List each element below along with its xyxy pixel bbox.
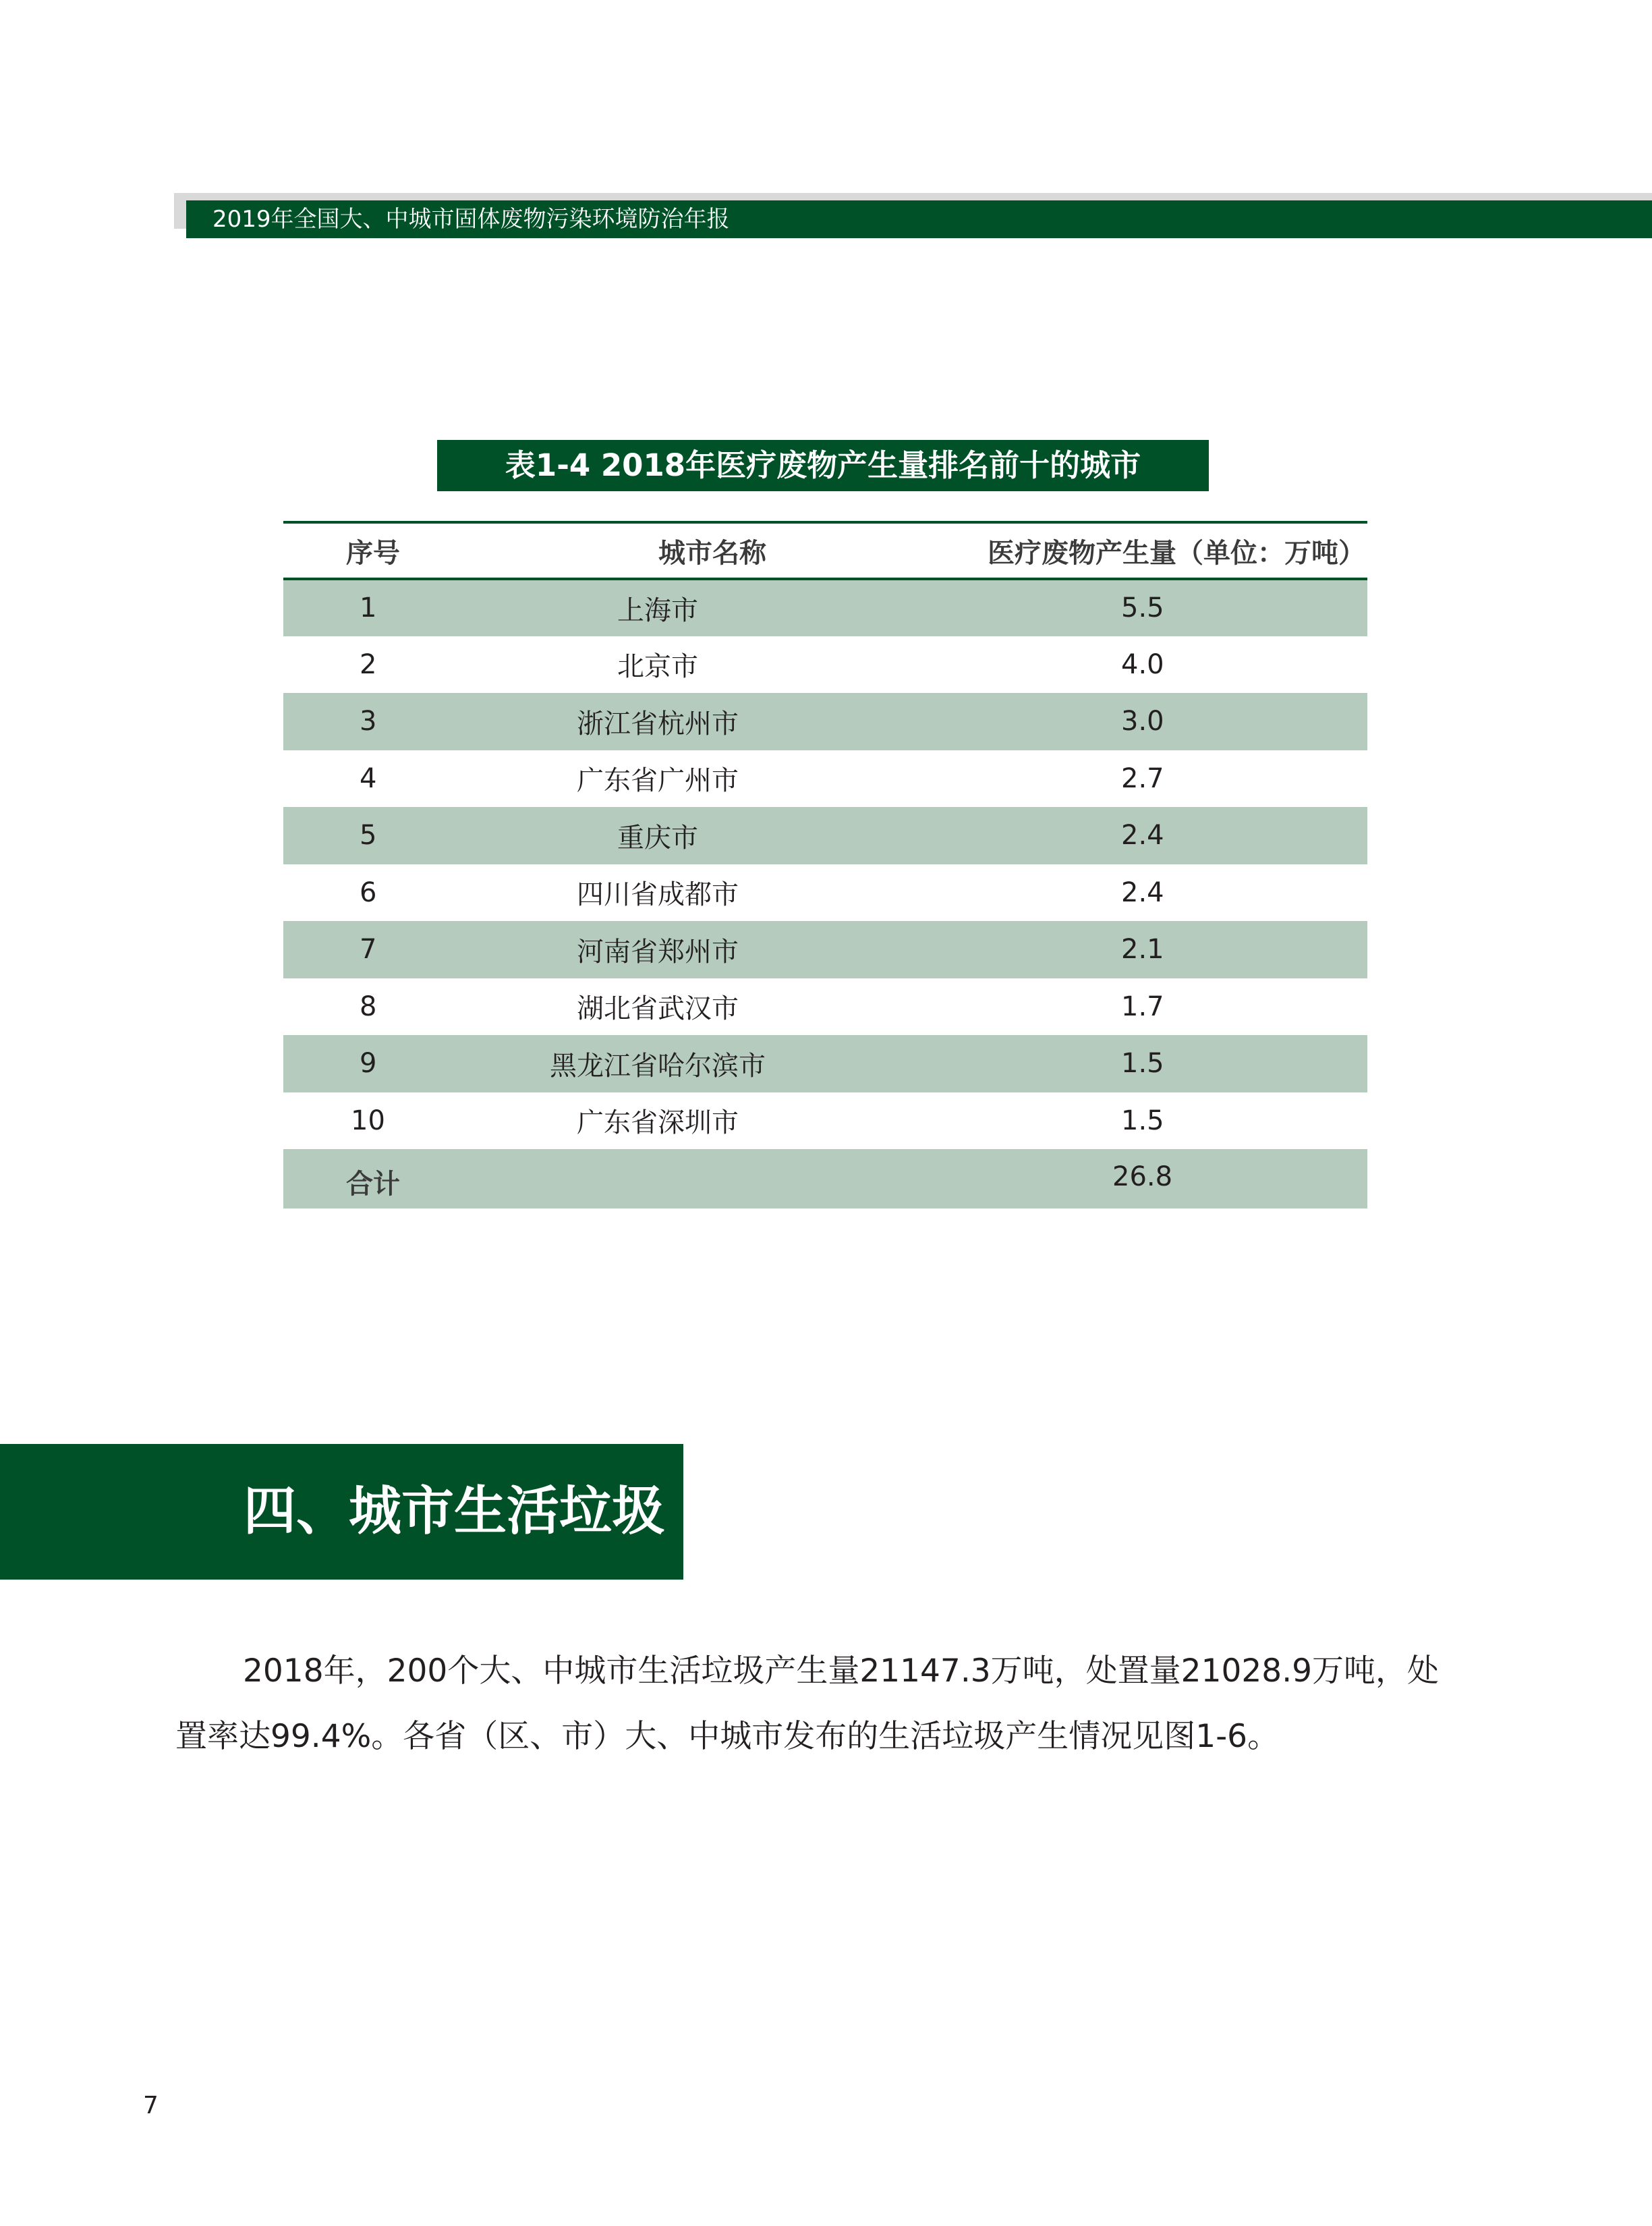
value-text: 1.5 (1121, 1048, 1164, 1080)
rank-cell: 9 (360, 1048, 377, 1080)
city-name: 湖北省武汉市 (577, 993, 739, 1025)
value-cell (974, 579, 1367, 636)
city-cell (452, 921, 974, 978)
rank-cell: 6 (360, 877, 377, 908)
rank-cell: 10 (351, 1105, 385, 1136)
rank-cell: 5 (360, 820, 377, 852)
city-cell (452, 636, 974, 694)
value-text: 2.7 (1121, 762, 1164, 794)
table-row (283, 750, 1367, 808)
table-caption: 表1-4 2018年医疗废物产生量排名前十的城市 (437, 440, 1209, 491)
section-title: 四、城市生活垃圾 (244, 1481, 665, 1542)
table-row (283, 921, 1367, 978)
city-name: 重庆市 (617, 822, 698, 854)
city-name: 广东省广州市 (577, 765, 739, 797)
value-cell (974, 921, 1367, 978)
city-name: 上海市 (617, 594, 698, 626)
city-name: 河南省郑州市 (577, 936, 739, 968)
rank-cell: 1 (360, 592, 377, 624)
city-cell (452, 978, 974, 1036)
value-cell (974, 807, 1367, 864)
table-row (283, 864, 1367, 922)
city-name: 四川省成都市 (577, 879, 739, 911)
value-cell (974, 1035, 1367, 1092)
value-text: 2.4 (1121, 820, 1164, 852)
table-row (283, 1035, 1367, 1092)
value-cell (974, 864, 1367, 922)
table-row (283, 693, 1367, 750)
table-header-row (283, 522, 1367, 579)
value-cell (974, 693, 1367, 750)
column-header-value: 医疗废物产生量（单位：万吨） (974, 522, 1367, 579)
table-row (283, 807, 1367, 864)
total-value (974, 1149, 1367, 1208)
city-cell (452, 579, 974, 636)
value-text: 1.5 (1121, 1105, 1164, 1136)
rank-cell: 7 (360, 934, 377, 966)
rank-cell: 3 (360, 706, 377, 738)
column-header-rank: 序号 (283, 522, 452, 579)
value-text: 3.0 (1121, 706, 1164, 738)
rank-cell: 2 (360, 648, 377, 680)
column-header-city-wrap (452, 522, 974, 579)
total-empty-cell (452, 1149, 974, 1208)
city-name: 黑龙江省哈尔滨市 (550, 1050, 766, 1082)
table-row (283, 1092, 1367, 1150)
body-paragraph: 2018年，200个大、中城市生活垃圾产生量21147.3万吨，处置量21028.9万吨，处置率达99.4%。各省（区、市）大、中城市发布的生活垃圾产生情况见图1-6。 (175, 1652, 1440, 1755)
city-cell (452, 693, 974, 750)
value-text: 1.7 (1121, 991, 1164, 1022)
value-cell (974, 750, 1367, 808)
table-total-row (283, 1149, 1367, 1208)
total-label: 合计 (346, 1168, 400, 1200)
medical-waste-table (283, 521, 1367, 1208)
running-header-title: 2019年全国大、中城市固体废物污染环境防治年报 (212, 206, 730, 233)
page-number: 7 (143, 2092, 159, 2119)
city-name: 浙江省杭州市 (577, 708, 739, 740)
value-text: 4.0 (1121, 648, 1164, 680)
city-name: 北京市 (617, 651, 698, 683)
city-cell (452, 864, 974, 922)
rank-cell: 4 (360, 762, 377, 794)
value-text: 2.1 (1121, 934, 1164, 966)
value-cell (974, 636, 1367, 694)
table-row (283, 978, 1367, 1036)
value-text: 5.5 (1121, 592, 1164, 624)
table-row (283, 636, 1367, 694)
total-value-text: 26.8 (1112, 1161, 1173, 1192)
city-name: 广东省深圳市 (577, 1107, 739, 1139)
table-row (283, 579, 1367, 636)
city-cell (452, 807, 974, 864)
city-cell (452, 750, 974, 808)
city-cell (452, 1035, 974, 1092)
value-text: 2.4 (1121, 877, 1164, 908)
column-header-city: 城市名称 (658, 537, 766, 569)
city-cell (452, 1092, 974, 1150)
rank-cell: 8 (360, 991, 377, 1022)
value-cell (974, 1092, 1367, 1150)
value-cell (974, 978, 1367, 1036)
